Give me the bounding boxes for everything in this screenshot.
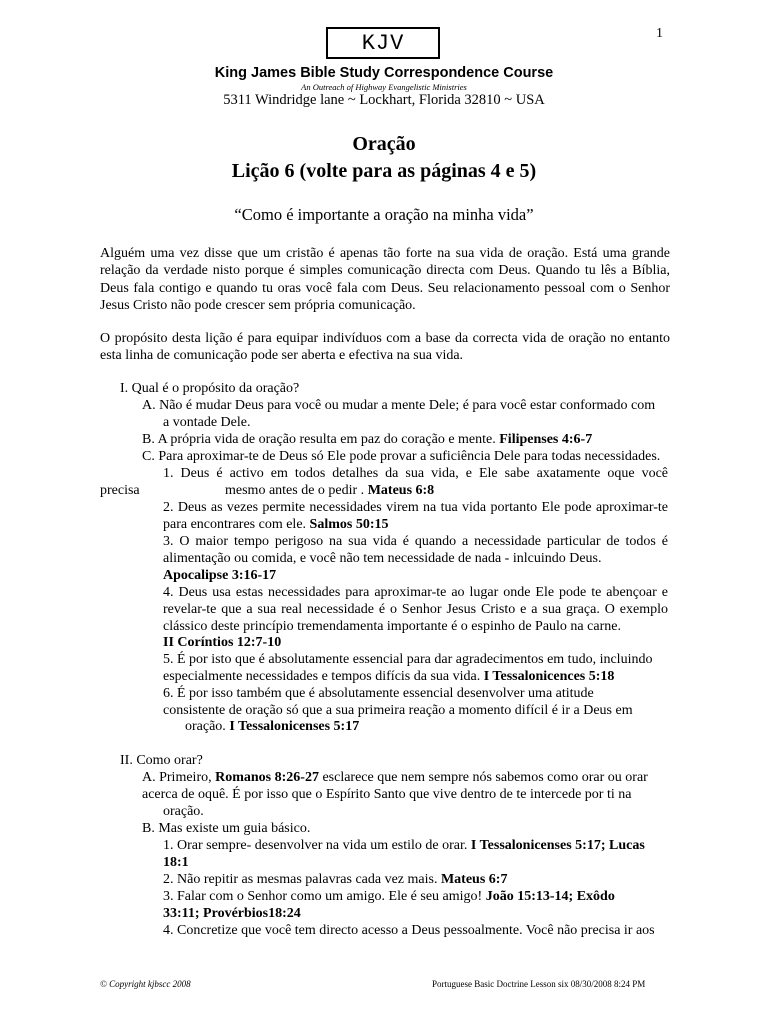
section1-item-b-ref: Filipenses 4:6-7 xyxy=(499,432,593,447)
section2-sub3-line2 xyxy=(163,905,301,922)
page-title: Oração xyxy=(352,133,416,155)
kjv-logo-box xyxy=(326,27,440,59)
section1-sub1-text: mesmo antes de o pedir . xyxy=(225,483,368,498)
section2-heading: II. Como orar? xyxy=(120,753,203,768)
section2-sub1-ref2: 18:1 xyxy=(163,855,189,870)
section1-item-c: C. Para aproximar-te de Deus só Ele pode provar a suficiência Dele para todas necessidades. xyxy=(142,449,661,464)
section2-sub3-line1 xyxy=(163,888,615,905)
section1-sub5-ref: I Tessalonicences 5:18 xyxy=(483,669,615,684)
section1-item-b xyxy=(142,431,592,448)
section1-sub6-ref: I Tessalonicenses 5:17 xyxy=(229,719,360,734)
section1-sub1-line2 xyxy=(225,482,434,499)
section1-sub6-line3 xyxy=(185,718,359,735)
section1-sub4-ref-text: II Coríntios 12:7-10 xyxy=(163,635,282,650)
section1-sub2-text: para encontrares com ele. xyxy=(163,517,310,532)
section2-item-a-line3: oração. xyxy=(163,804,204,819)
section2-sub4-line1: 4. Concretize que você tem directo acesso a Deus pessoalmente. Você não precisa ir aos xyxy=(163,923,655,938)
footer-copyright: © Copyright kjbscc 2008 xyxy=(100,979,191,989)
section1-item-a-line2: a vontade Dele. xyxy=(163,415,251,430)
section2-item-b: B. Mas existe um guia básico. xyxy=(142,821,311,836)
section2-sub2 xyxy=(163,871,507,888)
section2-sub3-ref2: 33:11; Provérbios18:24 xyxy=(163,906,301,921)
section1-sub1-line1: 1. Deus é activo em todos detalhes da sua vida, e Ele sabe axatamente oque você xyxy=(163,466,668,481)
section2-sub1-ref: I Tessalonicenses 5:17; Lucas xyxy=(470,838,645,853)
section1-sub4-ref xyxy=(163,634,281,651)
section2-item-a-post: esclarece que nem sempre nós sabemos como orar ou orar xyxy=(318,770,648,785)
outreach-line: An Outreach of Highway Evangelistic Ministries xyxy=(301,82,467,92)
section2-item-a-pre: A. Primeiro, xyxy=(142,770,216,785)
section1-sub3-ref xyxy=(163,567,276,584)
section2-sub1-text: 1. Orar sempre- desenvolver na vida um estilo de orar. xyxy=(163,838,471,853)
course-title: King James Bible Study Correspondence Course xyxy=(214,65,554,81)
section1-item-b-text: B. A própria vida de oração resulta em paz do coração e mente. xyxy=(142,432,500,447)
section1-sub4-line2: revelar-te que a sua real necessidade é o Senhor Jesus Cristo e a sua graça. O exemplo xyxy=(163,602,668,617)
section1-sub6-line1: 6. É por isso também que é absolutamente essencial desenvolver uma atitude xyxy=(163,686,594,701)
section2-sub1-line2 xyxy=(163,854,189,871)
section2-sub2-ref: Mateus 6:7 xyxy=(440,872,508,887)
footer-doc-info: Portuguese Basic Doctrine Lesson six 08/30/2008 8:24 PM xyxy=(432,979,646,989)
section2-item-a-line1 xyxy=(142,769,648,786)
kjv-logo-text: KJV xyxy=(361,30,405,56)
section2-item-a-line2: acerca de oquê. É por isso que o Espírito Santo que vive dentro de te intercede por ti na xyxy=(142,787,632,802)
section1-sub2-ref: Salmos 50:15 xyxy=(309,517,389,532)
section1-heading: I. Qual é o propósito da oração? xyxy=(120,381,300,396)
section2-sub1-line1 xyxy=(163,837,645,854)
section1-sub6-line2: consistente de oração só que a sua primeira reação a momento difícil é ir a Deus em xyxy=(163,703,633,718)
section1-sub5-line1: 5. É por isto que é absolutamente essencial para dar agradecimentos em tudo, incluindo xyxy=(163,652,653,667)
section2-sub3-ref: João 15:13-14; Exôdo xyxy=(485,889,615,904)
section1-sub4-line3: clássico deste princípio tremendamenta importante é o espinho de Paulo na carne. xyxy=(163,619,621,634)
section1-sub3-line2: alimentação ou comida, e você não tem necessidade de nada - inlcuindo Deus. xyxy=(163,551,602,566)
page-number: 1 xyxy=(656,26,663,41)
section2-sub2-text: 2. Não repitir as mesmas palavras cada vez mais. xyxy=(163,872,441,887)
lesson-quote: “Como é importante a oração na minha vida” xyxy=(234,205,534,224)
section1-sub5-line2 xyxy=(163,668,614,685)
section1-sub3-line1: 3. O maior tempo perigoso na sua vida é quando a necessidade particular de todos é xyxy=(163,534,668,549)
address-line: 5311 Windridge lane ~ Lockhart, Florida 32810 ~ USA xyxy=(223,92,545,108)
section2-sub3-text: 3. Falar com o Senhor como um amigo. Ele é seu amigo! xyxy=(163,889,486,904)
purpose-paragraph: O propósito desta lição é para equipar indivíduos com a base da correcta vida de oração no entanto esta linha de comunicação pode ser aberta e efectiva na sua vida. xyxy=(100,331,670,364)
section1-sub2-line2 xyxy=(163,516,388,533)
page-subtitle: Lição 6 (volte para as páginas 4 e 5) xyxy=(231,160,537,182)
section1-item-a-line1: A. Não é mudar Deus para você ou mudar a mente Dele; é para você estar conformado com xyxy=(142,398,656,413)
section2-item-a-ref: Romanos 8:26-27 xyxy=(215,770,319,785)
section1-sub3-ref-text: Apocalipse 3:16-17 xyxy=(163,568,277,583)
section1-sub1-precisa: precisa xyxy=(100,483,140,498)
section1-sub2-line1: 2. Deus as vezes permite necessidades virem na tua vida portanto Ele pode aproximar-te xyxy=(163,500,668,515)
section1-sub5-text: especialmente necessidades e tempos difícis da sua vida. xyxy=(163,669,484,684)
section1-sub4-line1: 4. Deus usa estas necessidades para aproximar-te ao lugar onde Ele pode te abençoar e xyxy=(163,585,668,600)
section1-sub1-ref: Mateus 6:8 xyxy=(367,483,435,498)
intro-paragraph: Alguém uma vez disse que um cristão é apenas tão forte na sua vida de oração. Está uma grande relação da verdade nisto porque é simples comunicação directa com Deus. Quando tu lês a Bíblia, Deus fala contigo e quando tu oras você fala com Deus. Seu relacionamento pessoal com o Senhor Jesus Cristo não pode crescer sem própria comunicação. xyxy=(100,246,670,313)
section1-sub6-text: oração. xyxy=(185,719,230,734)
